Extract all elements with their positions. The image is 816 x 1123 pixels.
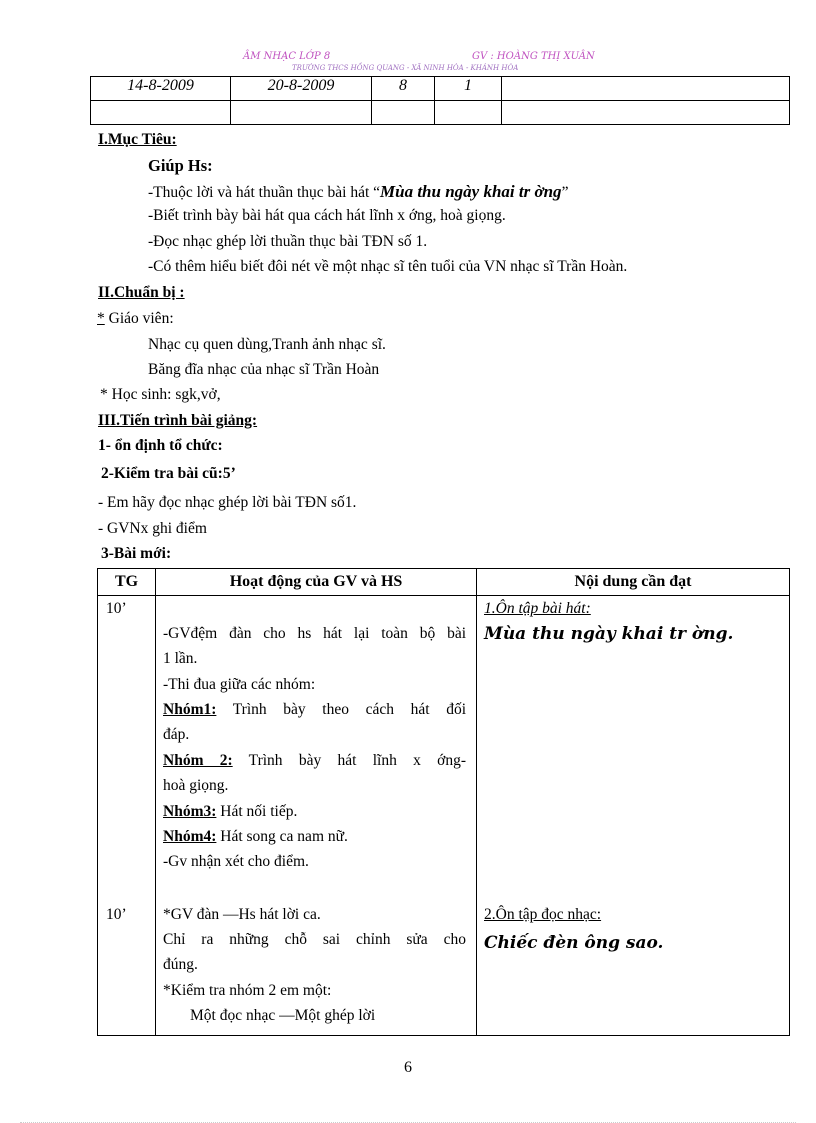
section-procedure-title: III.Tiến trình bài giảng:	[98, 412, 258, 429]
activity-line: Một đọc nhạc —Một ghép lời	[190, 1007, 376, 1024]
time-1: 10’	[106, 600, 127, 617]
content-heading-2: 2.Ôn tập đọc nhạc:	[484, 906, 602, 923]
student-item: * Học sinh: sgk,vở,	[100, 386, 221, 403]
empty-cell	[91, 101, 231, 125]
objective-4: -Có thêm hiểu biết đôi nét về một nhạc sĩ tên tuổi của VN nhạc sĩ Trần Hoàn.	[148, 258, 628, 275]
table-row	[91, 77, 790, 101]
activity-line: đúng.	[163, 956, 198, 973]
step-3: 3-Bài mới:	[101, 545, 172, 562]
step-2-item-1: - Em hãy đọc nhạc ghép lời bài TĐN số1.	[98, 494, 357, 511]
column-header-activities: Hoạt động của GV và HS	[156, 569, 477, 596]
table-row	[98, 596, 790, 1036]
activity-line: Nhóm3: Hát nối tiếp.	[163, 803, 298, 820]
class-cell: 8	[372, 77, 435, 101]
section-objectives-title: I.Mục Tiêu:	[98, 131, 177, 148]
table-row	[91, 101, 790, 125]
step-1: 1- ổn định tổ chức:	[98, 437, 223, 454]
activity-line: -GVđệm đàn cho hs hát lại toàn bộ bài	[163, 625, 466, 642]
activity-line: 1 lần.	[163, 650, 198, 667]
section-preparation-title: II.Chuẩn bị :	[98, 284, 185, 301]
lesson-table	[97, 568, 790, 1036]
column-header-time: TG	[98, 569, 156, 596]
teaching-date-cell: 20-8-2009	[231, 77, 372, 101]
time-2: 10’	[106, 906, 127, 923]
activity-line: Nhóm1: Trình bày theo cách hát đối	[163, 701, 466, 718]
content-heading-1: 1.Ôn tập bài hát:	[484, 600, 591, 617]
empty-cell	[502, 101, 790, 125]
time-cell	[98, 596, 156, 1036]
activities-cell	[156, 596, 477, 1036]
teacher-label: * Giáo viên:	[97, 310, 174, 327]
activity-line: đáp.	[163, 726, 190, 743]
period-cell: 1	[435, 77, 502, 101]
empty-cell	[372, 101, 435, 125]
objective-2: -Biết trình bày bài hát qua cách hát lĩnh x ớng, hoà giọng.	[148, 207, 506, 224]
activity-line: Nhóm4: Hát song ca nam nữ.	[163, 828, 348, 845]
header-school: TRƯỜNG THCS HỒNG QUANG - XÃ NINH HÒA - KHÁNH HÒA	[292, 64, 519, 72]
activity-line: *Kiểm tra nhóm 2 em một:	[163, 982, 332, 999]
objective-1: -Thuộc lời và hát thuần thục bài hát “Mùa thu ngày khai tr ờng”	[148, 182, 569, 201]
objectives-subtitle: Giúp Hs:	[148, 156, 213, 175]
teaching-date-cell: 14-8-2009	[91, 77, 231, 101]
table-header-row	[98, 569, 790, 596]
header-subject: ÂM NHẠC LỚP 8	[243, 51, 331, 62]
date-table	[90, 76, 790, 125]
activity-line: -Thi đua giữa các nhóm:	[163, 676, 316, 693]
activity-line: Nhóm 2: Trình bày hát lĩnh x ớng-	[163, 752, 466, 769]
column-header-content: Nội dung cần đạt	[477, 569, 790, 596]
activity-line: *GV đàn —Hs hát lời ca.	[163, 906, 321, 923]
teacher-item-2: Băng đĩa nhạc của nhạc sĩ Trần Hoàn	[148, 361, 380, 378]
content-cell	[477, 596, 790, 1036]
content-song-title-2: Chiếc đèn ông sao.	[484, 933, 664, 953]
objective-3: -Đọc nhạc ghép lời thuần thục bài TĐN số 1.	[148, 233, 428, 250]
activity-line: Chỉ ra những chỗ sai chỉnh sửa cho	[163, 931, 466, 948]
empty-cell	[231, 101, 372, 125]
header-teacher: GV : HOÀNG THỊ XUÂN	[472, 51, 595, 62]
activity-line: hoà giọng.	[163, 777, 229, 794]
page-number: 6	[404, 1059, 412, 1076]
step-2: 2-Kiểm tra bài cũ:5’	[101, 465, 236, 482]
content-song-title: Mùa thu ngày khai tr ờng.	[484, 624, 734, 644]
step-2-item-2: - GVNx ghi điểm	[98, 520, 207, 537]
song-title: Mùa thu ngày khai tr ờng	[380, 182, 562, 201]
teacher-item-1: Nhạc cụ quen dùng,Tranh ảnh nhạc sĩ.	[148, 336, 386, 353]
note-cell	[502, 77, 790, 101]
empty-cell	[435, 101, 502, 125]
activity-line: -Gv nhận xét cho điểm.	[163, 853, 309, 870]
